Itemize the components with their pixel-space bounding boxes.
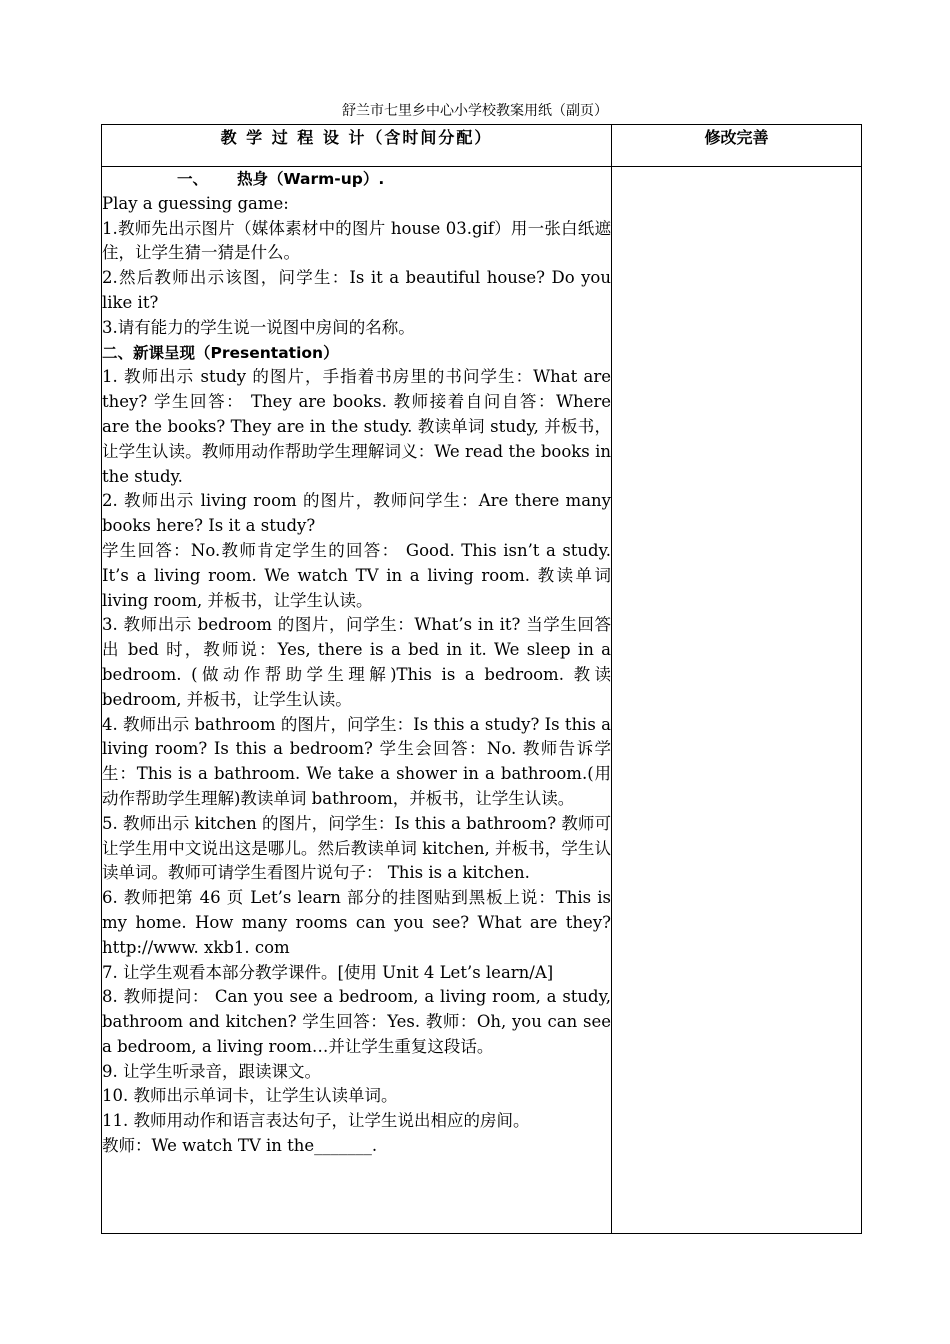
- paragraph-living-room: 2. 教师出示 living room 的图片，教师问学生：Are there many books here? Is it a study?: [102, 491, 611, 536]
- paragraph-study: 1. 教师出示 study 的图片，手指着书房里的书问学生：What are they? 学生回答： They are books. 教师接着自问自答：Where are the books? They are in the study. 教读单词 study, 并板书，让学生认读。教师用动作帮助学生理解词义：We read the books in the study.: [102, 367, 611, 486]
- paragraph-question: 8. 教师提问： Can you see a bedroom, a living room, a study, bathroom and kitchen? 学生回答：Yes. 教师：Oh, you can see a bedroom, a living room…并让学生重复这段话。: [102, 987, 611, 1056]
- section-warmup-title: [102, 167, 611, 192]
- lesson-plan-table: [101, 124, 862, 1234]
- paragraph-listen: 9. 让学生听录音，跟读课文。: [102, 1061, 321, 1081]
- revise-content-cell: [612, 167, 862, 1234]
- page-header-title: 舒兰市七里乡中心小学校教案用纸（副页）: [342, 103, 608, 119]
- paragraph-bedroom: 3. 教师出示 bedroom 的图片，问学生：What’s in it? 当学生回答出 bed 时，教师说：Yes, there is a bed in it. We sleep in a bedroom. (做动作帮助学生理解)This is a bedroom. 教读 bedroom, 并板书，让学生认读。: [102, 615, 611, 709]
- paragraph-lets-learn: 6. 教师把第 46 页 Let’s learn 部分的挂图贴到黑板上说：This is my home. How many rooms can you see? What are they? http://www. xkb1. com: [102, 888, 611, 957]
- section-warmup-number: 一、: [177, 170, 209, 188]
- paragraph-bathroom: 4. 教师出示 bathroom 的图片，问学生：Is this a study? Is this a living room? Is this a bedroom? 学生会回答：No. 教师告诉学生：This is a bathroom. We take a shower in a bathroom.(用动作帮助学生理解)教读单词 bathroom，并板书，让学生认读。: [102, 714, 611, 808]
- paragraph-kitchen: 5. 教师出示 kitchen 的图片，问学生：Is this a bathroom? 教师可让学生用中文说出这是哪儿。然后教读单词 kitchen, 并板书，学生认读单词。教师可请学生看图片说句子： This is a kitchen.: [102, 813, 611, 883]
- column-header-revise: 修改完善: [612, 125, 862, 167]
- paragraph-courseware: 7. 让学生观看本部分教学课件。[使用 Unit 4 Let’s learn/A]: [102, 962, 554, 982]
- paragraph-word-cards: 10. 教师出示单词卡，让学生认读单词。: [102, 1086, 398, 1106]
- paragraph-guessing-game: Play a guessing game:: [102, 193, 289, 213]
- process-content-cell: [102, 167, 612, 1234]
- table-body-row: [102, 167, 862, 1234]
- paragraph-step-3: 3.请有能力的学生说一说图中房间的名称。: [102, 317, 415, 337]
- paragraph-living-room-answer: 学生回答：No.教师肯定学生的回答： Good. This isn’t a study. It’s a living room. We watch TV in a living room. 教读单词 living room, 并板书，让学生认读。: [102, 540, 611, 610]
- paragraph-step-1: 1.教师先出示图片（媒体素材中的图片 house 03.gif）用一张白纸遮住，让学生猜一猜是什么。: [102, 218, 611, 263]
- section-presentation-title: 二、新课呈现（Presentation）: [102, 343, 339, 362]
- paragraph-step-2: 2.然后教师出示该图，问学生：Is it a beautiful house? Do you like it?: [102, 268, 611, 312]
- paragraph-actions: 11. 教师用动作和语言表达句子，让学生说出相应的房间。: [102, 1111, 530, 1131]
- paragraph-fill-blank: 教师：We watch TV in the_______.: [102, 1136, 378, 1156]
- table-header-row: [102, 125, 862, 167]
- section-warmup-label: 热身（Warm-up）.: [237, 170, 385, 188]
- column-header-process: 教 学 过 程 设 计（含时间分配）: [102, 125, 612, 167]
